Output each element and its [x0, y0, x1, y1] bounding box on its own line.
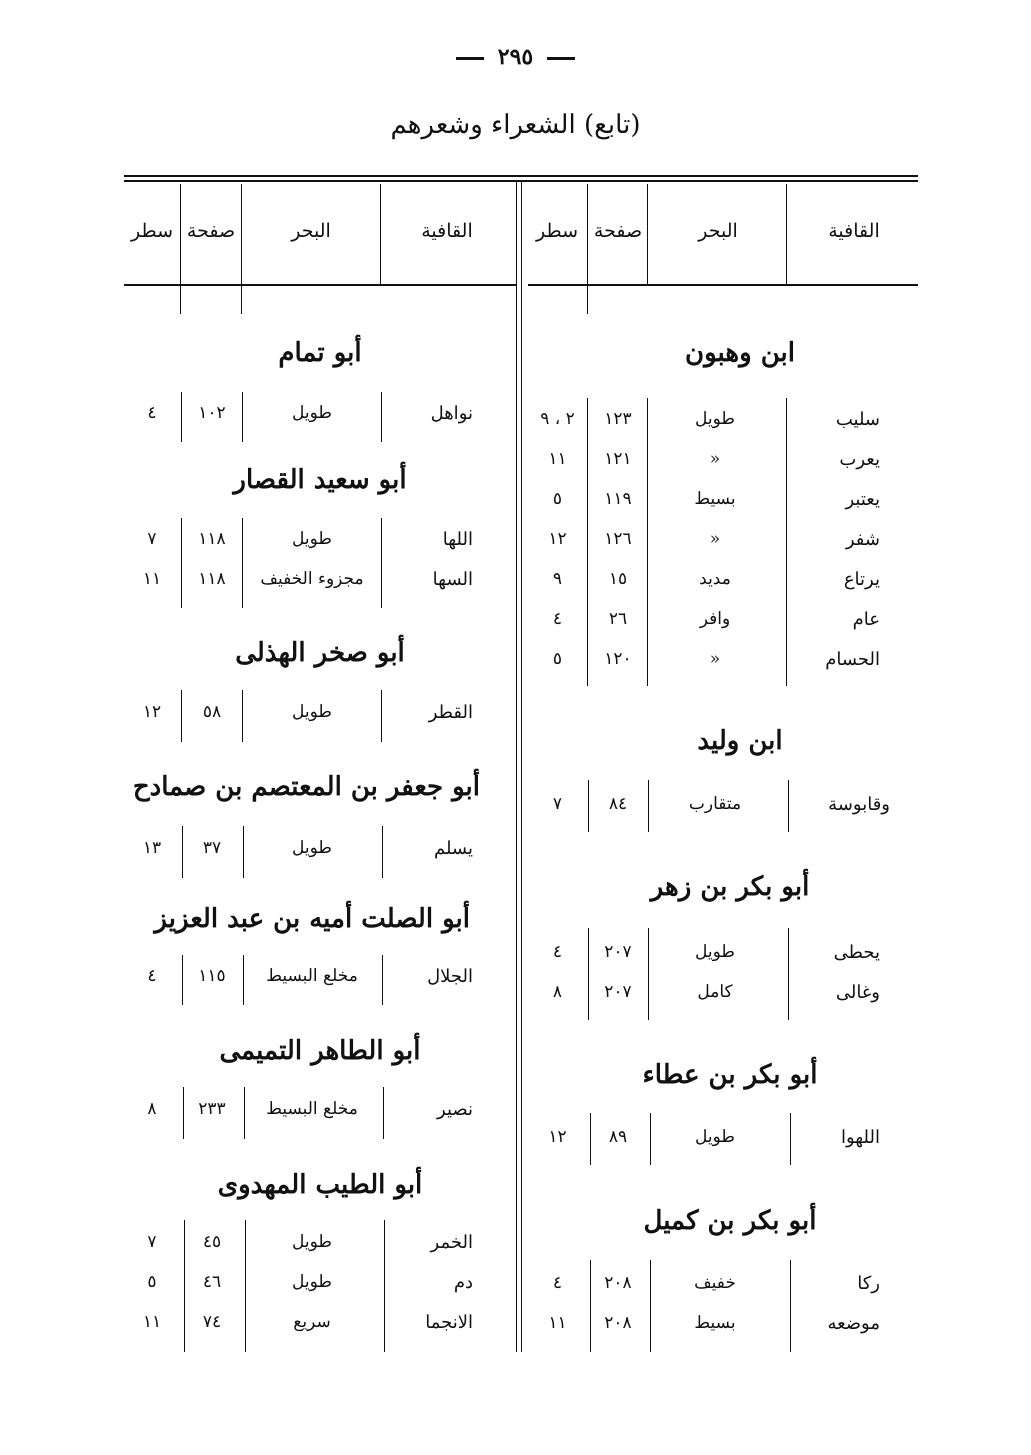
qafiya-cell: يعرب: [839, 449, 880, 470]
satr-cell: ٨: [147, 1099, 157, 1119]
sep: [381, 518, 382, 608]
hdr-sep-l3: [180, 184, 181, 314]
qafiya-cell: الحسام: [825, 649, 880, 670]
sep: [243, 826, 244, 878]
satr-cell: ١١: [142, 569, 162, 589]
sep: [181, 518, 182, 608]
satr-cell: ١٢: [142, 702, 162, 722]
header-qafiya-left: القافية: [421, 220, 473, 242]
sep: [182, 955, 183, 1005]
bahr-cell: مخلع البسيط: [266, 1099, 358, 1119]
sep: [650, 1113, 651, 1165]
safha-cell: ٤٦: [202, 1272, 222, 1292]
dash-left: [547, 57, 575, 60]
satr-cell: ٤: [552, 942, 563, 962]
bahr-cell: مجزوء الخفيف: [260, 569, 364, 589]
top-rule-1: [124, 175, 918, 177]
satr-cell: ١٣: [142, 838, 162, 858]
satr-cell: ٧: [552, 794, 563, 814]
sep: [243, 955, 244, 1005]
satr-cell: ٧: [147, 1232, 157, 1252]
sep: [381, 690, 382, 742]
satr-cell: ٤: [147, 966, 157, 986]
sep: [184, 1220, 185, 1352]
qafiya-cell: اللهوا: [840, 1127, 880, 1148]
bahr-cell: طويل: [292, 1272, 332, 1292]
bahr-cell: «: [709, 529, 721, 549]
satr-cell: ١٢: [548, 529, 567, 549]
safha-cell: ٤٥: [202, 1232, 222, 1252]
qafiya-cell: نواهل: [430, 403, 473, 424]
sep: [242, 518, 243, 608]
bahr-cell: طويل: [292, 1232, 332, 1252]
safha-cell: ١١٥: [198, 966, 226, 986]
qafiya-cell: يحطى: [833, 942, 880, 963]
safha-cell: ٢٠٧: [604, 982, 632, 1002]
safha-cell: ٣٧: [202, 838, 222, 858]
safha-cell: ٢٦: [608, 609, 628, 629]
poet-ibn-wahbun: ابن وهبون: [685, 338, 795, 368]
qafiya-cell: الجلال: [427, 966, 473, 987]
poet-abu-bakr-ibn-zuhr: أبو بكر بن زهر: [650, 872, 810, 902]
qafiya-cell: عام: [852, 609, 880, 630]
satr-cell: ٤: [147, 403, 157, 423]
safha-cell: ١٠٢: [198, 403, 226, 423]
sep: [383, 1087, 384, 1139]
safha-cell: ١٥: [608, 569, 628, 589]
safha-cell: ٥٨: [202, 702, 222, 722]
sep: [648, 928, 649, 1020]
satr-cell: ٥: [552, 489, 563, 509]
bahr-cell: طويل: [292, 838, 332, 858]
bahr-cell: «: [709, 449, 721, 469]
header-safha-left: صفحة: [186, 220, 236, 242]
qafiya-cell: وقابوسة: [828, 794, 890, 815]
hdr-sep-l1: [380, 184, 381, 284]
poet-abu-al-tahir: أبو الطاهر التميمى: [219, 1036, 421, 1066]
qafiya-cell: شفر: [845, 529, 880, 550]
safha-cell: ٢٠٧: [604, 942, 632, 962]
sep: [242, 392, 243, 442]
poet-abu-tammam: أبو تمام: [278, 338, 362, 368]
header-safha-right: صفحة: [593, 220, 643, 242]
bahr-cell: وافر: [699, 609, 731, 629]
poet-abu-jafar-ibn-al-mutasim: أبو جعفر بن المعتصم بن صمادح: [132, 772, 480, 802]
qafiya-cell: نصير: [437, 1099, 473, 1120]
poet-abu-al-salt: أبو الصلت أميه بن عبد العزيز: [154, 904, 470, 934]
satr-cell: ١٢: [548, 1127, 567, 1147]
safha-cell: ١٢٦: [604, 529, 632, 549]
bahr-cell: طويل: [695, 942, 735, 962]
poet-abu-al-tayyib: أبو الطيب المهدوى: [217, 1170, 423, 1200]
safha-cell: ٢٣٣: [198, 1099, 226, 1119]
safha-cell: ٢٠٨: [604, 1273, 632, 1293]
poet-abu-sakhr-al-hudhali: أبو صخر الهذلى: [235, 638, 405, 668]
sep: [382, 826, 383, 878]
sep: [590, 1260, 591, 1352]
page-title: (تابع) الشعراء وشعرهم: [390, 110, 641, 140]
sep: [183, 1087, 184, 1139]
bahr-cell: بسيط: [694, 1313, 736, 1333]
hdr-sep-r2: [647, 184, 648, 284]
header-rule-left: [124, 284, 516, 286]
bahr-cell: سريع: [293, 1312, 331, 1332]
page-number: [0, 44, 1031, 70]
bahr-cell: خفيف: [694, 1273, 736, 1293]
sep: [587, 398, 588, 686]
safha-cell: ١٢١: [604, 449, 632, 469]
sep: [647, 398, 648, 686]
satr-cell: ٤: [552, 609, 563, 629]
satr-cell: ٨: [552, 982, 563, 1002]
sep: [244, 1087, 245, 1139]
sep: [182, 826, 183, 878]
sep: [790, 1260, 791, 1352]
hdr-sep-l2: [241, 184, 242, 314]
hdr-sep-r1: [786, 184, 787, 284]
qafiya-cell: الانجما: [425, 1312, 473, 1333]
sep: [788, 928, 789, 1020]
hdr-sep-r3: [587, 184, 588, 314]
sep: [245, 1220, 246, 1352]
qafiya-cell: ركا: [857, 1273, 880, 1294]
safha-cell: ٢٠٨: [604, 1313, 632, 1333]
sep: [790, 1113, 791, 1165]
bahr-cell: طويل: [292, 529, 332, 549]
poet-abu-said-al-qassar: أبو سعيد القصار: [233, 465, 407, 495]
sep: [242, 690, 243, 742]
safha-cell: ٧٤: [202, 1312, 222, 1332]
page-number-text: ٢٩٥: [497, 44, 534, 70]
qafiya-cell: دم: [453, 1272, 473, 1293]
poet-abu-bakr-ibn-ata: أبو بكر بن عطاء: [642, 1060, 818, 1090]
sep: [788, 780, 789, 832]
qafiya-cell: يعتبر: [845, 489, 880, 510]
bahr-cell: طويل: [695, 409, 735, 429]
satr-cell: ٥: [552, 649, 563, 669]
safha-cell: ٨٤: [608, 794, 628, 814]
satr-cell: ٩: [552, 569, 563, 589]
sep: [382, 955, 383, 1005]
satr-cell: ٥: [147, 1272, 157, 1292]
qafiya-cell: الخمر: [430, 1232, 473, 1253]
sep: [650, 1260, 651, 1352]
safha-cell: ١١٩: [604, 489, 632, 509]
bahr-cell: متقارب: [688, 794, 742, 814]
qafiya-cell: يرتاع: [843, 569, 880, 590]
safha-cell: ١١٨: [198, 569, 226, 589]
sep: [381, 392, 382, 442]
sep: [384, 1220, 385, 1352]
dash-right: [456, 57, 484, 60]
qafiya-cell: السها: [432, 569, 473, 590]
qafiya-cell: موضعه: [827, 1313, 880, 1334]
qafiya-cell: وغالى: [835, 982, 880, 1003]
header-bahr-left: البحر: [291, 220, 331, 242]
qafiya-cell: القطر: [428, 702, 473, 723]
satr-cell: ١١: [548, 449, 567, 469]
center-divider-2: [521, 182, 522, 1352]
qafiya-cell: اللها: [442, 529, 473, 550]
header-qafiya-right: القافية: [828, 220, 880, 242]
header-satr-left: سطر: [131, 220, 173, 242]
center-divider-1: [516, 182, 517, 1352]
satr-cell: ١١: [548, 1313, 567, 1333]
safha-cell: ١٢٣: [604, 409, 632, 429]
bahr-cell: طويل: [292, 702, 332, 722]
bahr-cell: «: [709, 649, 721, 669]
sep: [181, 690, 182, 742]
bahr-cell: طويل: [695, 1127, 735, 1147]
safha-cell: ١١٨: [198, 529, 226, 549]
bahr-cell: بسيط: [694, 489, 736, 509]
sep: [590, 1113, 591, 1165]
bahr-cell: طويل: [292, 403, 332, 423]
qafiya-cell: سليب: [835, 409, 880, 430]
bahr-cell: كامل: [697, 982, 733, 1002]
satr-cell: ٤: [552, 1273, 563, 1293]
sep: [786, 398, 787, 686]
header-bahr-right: البحر: [698, 220, 738, 242]
poet-ibn-walid: ابن وليد: [697, 726, 783, 756]
bahr-cell: مديد: [699, 569, 731, 589]
sep: [181, 392, 182, 442]
qafiya-cell: يسلم: [433, 838, 473, 859]
safha-cell: ١٢٠: [604, 649, 632, 669]
sep: [648, 780, 649, 832]
bahr-cell: مخلع البسيط: [266, 966, 358, 986]
sep: [588, 780, 589, 832]
satr-cell: ٧: [147, 529, 157, 549]
safha-cell: ٨٩: [608, 1127, 628, 1147]
header-satr-right: سطر: [536, 220, 578, 242]
poet-abu-bakr-ibn-kumayl: أبو بكر بن كميل: [643, 1206, 817, 1236]
satr-cell: ١١: [142, 1312, 162, 1332]
sep: [588, 928, 589, 1020]
satr-cell: ٢ ، ٩: [540, 409, 575, 429]
